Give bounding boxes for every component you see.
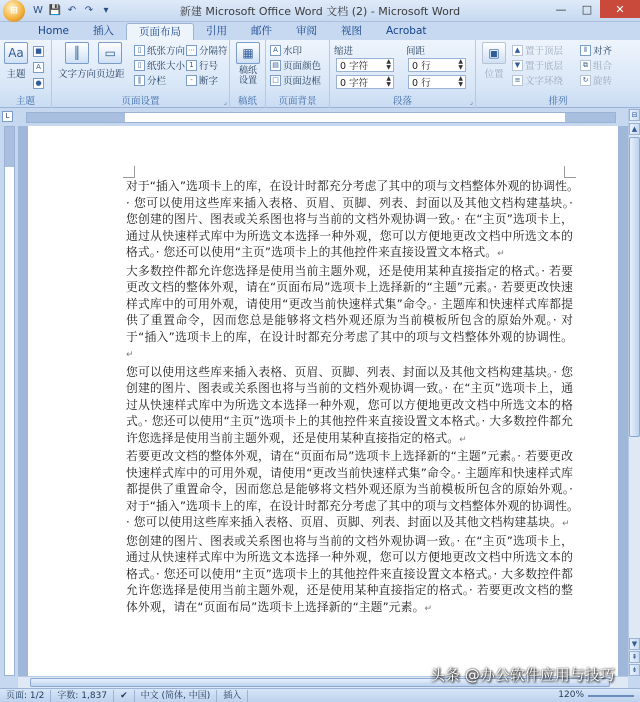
text-wrap-button[interactable]	[512, 73, 563, 87]
group-icon: ⧉	[580, 60, 591, 71]
spin-arrows-icon: ▲ ▼	[386, 75, 391, 88]
page-setup-launcher-icon[interactable]: ⌟	[223, 98, 227, 106]
rotate-label: 旋转	[593, 76, 613, 87]
tab-review[interactable]: 审阅	[296, 25, 318, 37]
spacing-after-value: 0 行	[412, 78, 431, 89]
size-label: 纸张大小	[147, 61, 186, 72]
arrange-group	[476, 40, 640, 108]
paragraph-text: 对于“插入”选项卡上的库，在设计时都充分考虑了其中的项与文档整体外观的协调性。· 您可以使用这些库来插入表格、页眉、页脚、列表、封面以及其他文档构建基块。· 您创建的图片、图表或关系图也将与当前的文档外观协调一致。· 在“主页”选项卡上，通过从快速样式库中为所选文本选择一种外观，您可以方便地更改文档中所选文本的格式。· 您还可以使用“主页”选项卡上的其他控件来直接设置文本格式。	[126, 179, 573, 259]
quick-access-toolbar	[31, 4, 113, 18]
ruler-bar	[0, 109, 640, 125]
line-numbers-button[interactable]	[186, 58, 218, 72]
indent-right-value: 0 字符	[340, 78, 369, 89]
draft-settings-label: 稿纸设置	[238, 66, 257, 86]
horizontal-ruler[interactable]	[26, 112, 616, 123]
page-count[interactable]: 页面: 1/2	[0, 690, 51, 702]
hyphenation-button[interactable]	[186, 73, 218, 87]
ribbon	[0, 40, 640, 108]
status-bar	[0, 688, 640, 702]
vertical-ruler-top-margin	[5, 127, 14, 167]
draft-settings-button[interactable]	[236, 42, 260, 86]
page-color-button[interactable]	[270, 58, 321, 72]
crop-mark-top-left	[123, 166, 135, 178]
themes-button-label: 主题	[6, 69, 26, 80]
theme-group-label: 主题	[15, 96, 35, 107]
paragraph-mark-icon: ↵	[562, 519, 570, 529]
text-direction-label: 文字方向	[58, 69, 97, 80]
send-back-label: 置于底层	[525, 61, 564, 72]
tab-selector-icon[interactable]: L	[2, 111, 13, 122]
text-wrap-label: 文字环绕	[525, 76, 564, 87]
paragraph-group	[330, 40, 476, 108]
breaks-button[interactable]	[186, 43, 228, 57]
paragraph[interactable]	[126, 178, 573, 263]
paragraph-mark-icon: ↵	[424, 603, 433, 614]
scroll-up-icon[interactable]: ▲	[629, 123, 640, 135]
align-label: 对齐	[593, 46, 613, 57]
align-icon: ⫴	[580, 45, 591, 56]
bring-to-front-button[interactable]	[512, 43, 563, 57]
position-label: 位置	[484, 69, 504, 80]
watermark-label: 水印	[283, 46, 303, 57]
tab-page-layout[interactable]: 页面布局	[126, 23, 194, 40]
source-watermark: 头条 @办公软件应用与技巧	[430, 666, 615, 684]
draft-paper-icon: ▦	[236, 42, 260, 64]
spacing-after-spinner[interactable]	[408, 75, 466, 89]
language-indicator[interactable]: 中文 (简体, 中国)	[135, 690, 218, 702]
paragraph[interactable]	[126, 533, 573, 618]
indent-right-spinner[interactable]	[336, 75, 394, 89]
page-background-group	[266, 40, 330, 108]
page-color-icon: ▤	[270, 60, 281, 71]
paragraph[interactable]	[126, 263, 573, 364]
page-background-group-label: 页面背景	[278, 96, 317, 107]
word-icon: W	[33, 5, 43, 16]
zoom-slider[interactable]	[588, 695, 634, 697]
zoom-level[interactable]: 120%	[558, 690, 584, 700]
page-borders-button[interactable]	[270, 73, 321, 87]
paragraph-mark-icon: ↵	[459, 434, 467, 445]
text-direction-button[interactable]	[58, 42, 96, 80]
rotate-button[interactable]	[580, 73, 612, 87]
paragraph-text: 若要更改文档的整体外观，请在“页面布局”选项卡上选择新的“主题”元素。· 若要更改快速样式库中的可用外观，请使用“更改当前快速样式集”命令。· 主题库和快速样式库都提供了重置命令，因而您总是能够将文档外观还原为当前模板所包含的原始外观。· 对于“插入”选项卡上的库，在设计时都充分考虑了其中的项与文档整体外观的协调性。· 您可以使用这些库来插入表格、页眉、页脚、列表、封面以及其他文档构建基块。	[126, 449, 573, 529]
line-numbers-icon: 1	[186, 60, 197, 71]
group-button[interactable]	[580, 58, 612, 72]
tab-view[interactable]: 视图	[341, 25, 363, 37]
minimize-button[interactable]: —	[555, 2, 567, 16]
position-icon: ▣	[482, 42, 506, 64]
document-area[interactable]	[18, 126, 628, 676]
spin-arrows-icon: ▲ ▼	[386, 58, 391, 71]
paragraph-mark-icon: ↵	[126, 350, 134, 360]
paragraph-text: 大多数控件都允许您选择是使用当前主题外观，还是使用某种直接指定的格式。· 若要更改文档的整体外观，请在“页面布局”选项卡上选择新的“主题”元素。· 若要更改快速样式库中的可用外观，请使用“更改当前快速样式集”命令。· 主题库和快速样式库都提供了重置命令，因而您总是能够将文档外观还原为当前模板所包含的原始外观。· 对于“插入”选项卡上的库，在设计时都充分考虑了其中的项与文档整体外观的协调性。	[126, 263, 573, 344]
word-count[interactable]: 字数: 1,837	[51, 690, 114, 702]
spin-arrows-icon: ▲ ▼	[458, 58, 463, 71]
themes-icon: Aa	[4, 42, 28, 64]
customize-qat-icon[interactable]: ▾	[103, 5, 109, 16]
effects-icon: ●	[33, 78, 44, 89]
paragraph-group-label: 段落	[392, 96, 412, 107]
crop-mark-top-right	[564, 166, 576, 178]
paragraph[interactable]	[126, 364, 573, 449]
page-setup-group-label: 页面设置	[121, 96, 160, 107]
align-button[interactable]	[580, 43, 612, 57]
page-borders-icon: □	[270, 75, 281, 86]
paragraph[interactable]	[126, 448, 573, 533]
group-label: 组合	[593, 61, 613, 72]
bring-front-icon: ▲	[512, 45, 523, 56]
close-button[interactable]: ✕	[600, 0, 640, 18]
breaks-icon: ⋯	[188, 46, 195, 54]
orientation-label: 纸张方向	[147, 46, 186, 57]
palette-icon: ■	[33, 46, 44, 57]
ruler-right-margin	[565, 113, 615, 122]
indent-left-spinner[interactable]	[336, 58, 394, 72]
spacing-before-spinner[interactable]	[408, 58, 466, 72]
document-page[interactable]	[28, 126, 618, 676]
title-bar	[0, 0, 640, 22]
window-title: 新建 Microsoft Office Word 文档 (2) - Microsoft Word	[179, 5, 461, 18]
insert-mode[interactable]: 插入	[217, 690, 248, 702]
tab-acrobat[interactable]: Acrobat	[386, 25, 427, 37]
watermark-icon: A	[270, 45, 281, 56]
paragraph-launcher-icon[interactable]: ⌟	[469, 98, 473, 106]
page-borders-label: 页面边框	[283, 76, 322, 87]
paragraph-mark-icon: ↵	[497, 249, 505, 259]
spacing-before-value: 0 行	[412, 61, 431, 72]
margins-button[interactable]	[96, 42, 125, 80]
text-direction-icon: ║	[65, 42, 89, 64]
paragraph-text: 您可以使用这些库来插入表格、页眉、页脚、列表、封面以及其他文档构建基块。· 您创建的图片、图表或关系图也将与当前的文档外观协调一致。· 在“主页”选项卡上，通过从快速样式库中为所选文本选择一种外观，您可以方便地更改文档中所选文本的格式。· 您还可以使用“主页”选项卡上的其他控件来直接设置文本格式。· 大多数控件都允许您选择是使用当前主题外观，还是使用某种直接指定的格式。	[126, 364, 573, 445]
next-page-icon[interactable]: ⇟	[629, 664, 640, 676]
spacing-label: 间距	[406, 46, 426, 57]
indent-label: 缩进	[334, 46, 354, 57]
rotate-icon: ↻	[580, 75, 591, 86]
tab-references[interactable]: 引用	[206, 25, 228, 37]
bring-front-label: 置于顶层	[525, 46, 564, 57]
save-icon[interactable]: 💾	[48, 5, 62, 16]
ruler-left-margin	[27, 113, 125, 122]
theme-fonts-button[interactable]	[33, 60, 46, 74]
indent-left-value: 0 字符	[340, 61, 369, 72]
office-button[interactable]	[3, 0, 25, 22]
spin-arrows-icon: ▲ ▼	[458, 75, 463, 88]
page-color-label: 页面颜色	[283, 61, 322, 72]
text-wrap-icon: ≡	[512, 75, 523, 86]
paragraph-text: 您创建的图片、图表或关系图也将与当前的文档外观协调一致。· 在“主页”选项卡上，通过从快速样式库中为所选文本选择一种外观，您可以方便地更改文档中所选文本的格式。· 您还可以使用“主页”选项卡上的其他控件来直接设置文本格式。· 大多数控件都允许您选择是使用当前主题外观，还是使用某种直接指定的格式。· 若要更改文档的整体外观，请在“页面布局”选项卡上选择新的“主题”元素。	[126, 533, 573, 614]
themes-button[interactable]	[4, 42, 28, 80]
theme-group	[0, 40, 52, 108]
breaks-label: 分隔符	[199, 46, 228, 57]
ribbon-tabs	[0, 22, 640, 40]
theme-effects-button[interactable]	[33, 76, 46, 90]
orientation-icon: ▯	[134, 45, 145, 56]
arrange-group-label: 排列	[548, 96, 568, 107]
vertical-scrollbar[interactable]	[628, 109, 640, 676]
size-button[interactable]	[134, 58, 185, 72]
vertical-ruler[interactable]	[4, 126, 15, 676]
hyphenation-icon: -	[186, 75, 197, 86]
theme-colors-button[interactable]	[33, 44, 46, 58]
vertical-scroll-thumb[interactable]	[629, 137, 640, 437]
margins-icon: ▭	[98, 42, 122, 64]
font-icon: A	[33, 62, 44, 73]
margins-label: 页边距	[96, 69, 125, 80]
redo-icon[interactable]: ↷	[84, 5, 94, 16]
columns-icon: ‖	[134, 75, 145, 86]
columns-label: 分栏	[147, 76, 167, 87]
line-numbers-label: 行号	[199, 61, 219, 72]
tab-insert[interactable]: 插入	[93, 25, 115, 37]
draft-group	[230, 40, 266, 108]
send-back-icon: ▼	[512, 60, 523, 71]
tab-home[interactable]: Home	[38, 25, 70, 37]
maximize-button[interactable]: □	[581, 2, 593, 16]
position-button[interactable]	[482, 42, 506, 80]
watermark-button[interactable]	[270, 43, 302, 57]
send-to-back-button[interactable]	[512, 58, 563, 72]
tab-mailings[interactable]: 邮件	[251, 25, 273, 37]
office-logo-icon: ⊞	[10, 5, 18, 16]
draft-group-label: 稿纸	[237, 96, 257, 107]
undo-icon[interactable]: ↶	[67, 5, 77, 16]
scroll-down-icon[interactable]: ▼	[629, 638, 640, 650]
paper-size-icon: ▯	[134, 60, 145, 71]
hyphenation-label: 断字	[199, 76, 219, 87]
columns-button[interactable]	[134, 73, 166, 87]
orientation-button[interactable]	[134, 43, 185, 57]
previous-page-icon[interactable]: ⇞	[629, 651, 640, 663]
document-body[interactable]	[126, 178, 573, 617]
ruler-toggle-icon[interactable]: ⊟	[629, 109, 640, 121]
window-controls	[548, 0, 640, 18]
page-setup-group	[52, 40, 230, 108]
spelling-check-icon[interactable]: ✔	[114, 690, 135, 702]
